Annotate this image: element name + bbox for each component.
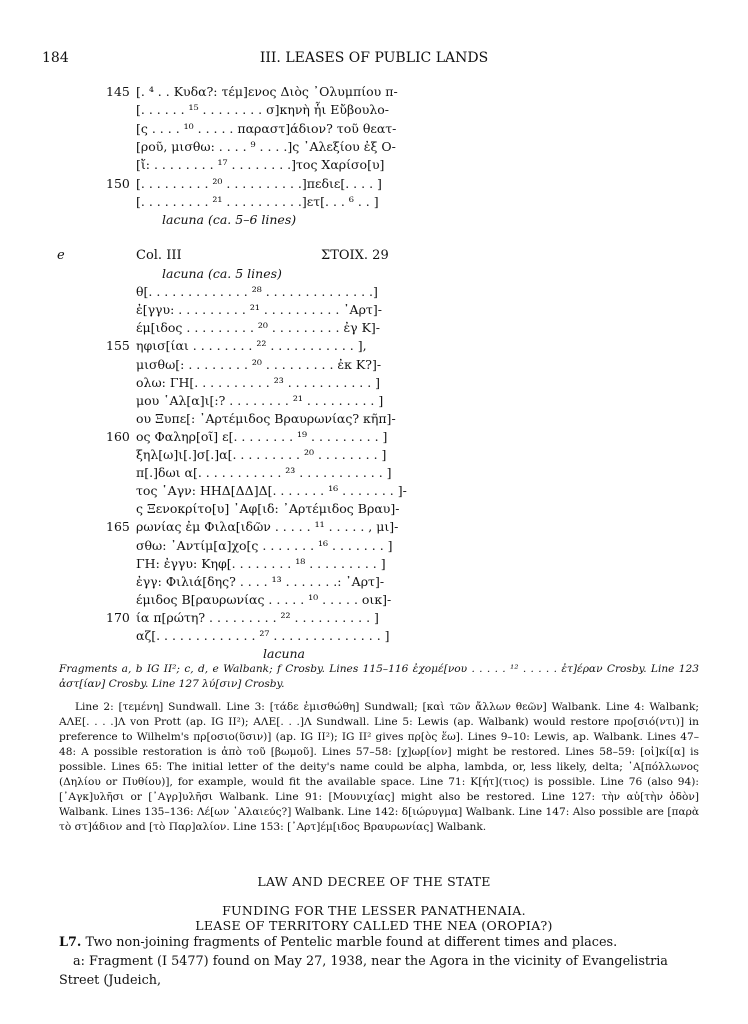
lacuna-note: lacuna (ca. 5–6 lines) xyxy=(162,212,297,228)
inscription-line: ἐ[γγυ: . . . . . . . . . ²¹ . . . . . . . . . . ᾿Αρτ]- xyxy=(136,302,382,318)
inscription-line: ς Ξενοκρίτο[υ] ᾿Αφ[ιδ: ᾿Αρτέμιδος Βραυ]- xyxy=(136,501,400,517)
inscription-line: ία π[ρώτη? . . . . . . . . . ²² . . . . . . . . . . ] xyxy=(136,609,379,625)
entry-description: Two non-joining fragments of Pentelic marble found at different times and places. xyxy=(85,935,618,950)
entry-fragment-a: a: Fragment (I 5477) found on May 27, 1938, near the Agora in the vicinity of Evangelistria Street (Judeich, xyxy=(59,954,668,988)
page-number: 184 xyxy=(42,50,69,66)
sources-note: Fragments a, b IG II²; c, d, e Walbank; f Crosby. Lines 115–116 ἐχομέ[νου . . . . . ¹² . . . . . ἐτ]έραν Crosby. Line 123 ἀστ[ίαν] Crosby. Line 127 λύ[σιν] Crosby. xyxy=(59,663,699,690)
inscription-line: ξηλ[ω]ι[.]σ[.]α[. . . . . . . . . ²⁰ . . . . . . . . ] xyxy=(136,447,387,462)
inscription-line: [ς . . . . ¹⁰ . . . . . παραστ]άδιον? τοῦ θεατ- xyxy=(136,120,397,136)
entry-id: L7. xyxy=(59,935,82,950)
inscription-line: ΓΗ: ἐγγυ: Κηφ[. . . . . . . . ¹⁸ . . . . . . . . . ] xyxy=(136,555,386,571)
inscription-line: θ[. . . . . . . . . . . . . ²⁸ . . . . . . . . . . . . . .] xyxy=(136,284,378,300)
inscription-line: ου Ξυπε[: ᾿Αρτέμιδος Βραυρωνίας? κῆπ]- xyxy=(136,410,396,426)
inscription-line: [. . . . . . . . . ²¹ . . . . . . . . . .]ετ[. . . ⁶ . . ] xyxy=(136,193,379,209)
line-number: 160 xyxy=(106,428,130,444)
inscription-line: π[.]δωι α[. . . . . . . . . . . ²³ . . . . . . . . . . . ] xyxy=(136,465,392,481)
inscription-line: αζ[. . . . . . . . . . . . . ²⁷ . . . . . . . . . . . . . . ] xyxy=(136,628,390,643)
line-number: 145 xyxy=(106,84,130,99)
inscription-line: [. . . . . . ¹⁵ . . . . . . . . σ]κηνὴ ἧι Εὔβουλο- xyxy=(136,102,390,118)
inscription-line: σθω: ᾿Αντίμ[α]χο[ς . . . . . . . ¹⁶ . . . . . . . ] xyxy=(136,537,393,553)
inscription-line: έμ[ιδος . . . . . . . . . ²⁰ . . . . . . . . . ἐγ Κ]- xyxy=(136,320,381,336)
inscription-line: ρωνίας ἐμ Φιλα[ιδῶν . . . . . ¹¹ . . . . . , μι]- xyxy=(136,519,399,535)
commentary-note: Line 2: [τεμένη] Sundwall. Line 3: [τάδε ἐμισθώθη] Sundwall; [καὶ τῶν ἄλλων θεῶν] Walbank. Line 4: Walbank; ΑΛΕ[. . . .]Λ von Prott (ap. IG II²); ΑΛΕ[. . .]Λ Sundwall. Line 5: Lewis (ap. Walbank) would restore προ[σιό(ντι)] in preference to Wilhelm's πρ[οσιο(ῦσιν)] (ap. IG II²); IG II² gives πρ[ὸς ἕω]. Lines 9–10: Lewis, ap. Walbank. Lines 47–48: A possible restoration is ἀπὸ τοῦ [βωμοῦ]. Lines 57–58: [χ]ωρ[ίον] might be restored. Lines 58–59: [οἰ]κί[α] is possible. Lines 65: The initial letter of the deity's name could be alpha, lambda, or, less likely, delta; ᾿Α[πόλλωνος (Δηλίου or Πυθίου)], for example, would fit the available space. Line 71: Κ[ήτ](τιος) is possible. Line 76 (also 94): [᾿Αγκ]υλῆσι or [᾿Αγρ]υλῆσι Walbank. Line 91: [Μουνιχίας] might also be restored. Line 127: τὴν αὐ[τὴν ὁδὸν] Walbank. Lines 135–136: Λέ[ων ῾Αλαιεύς?] Walbank. Line 142: δ[ιώρυγμα] Walbank. Line 147: Also possible are [παρὰ τὸ στ]άδιον and [τὸ Παρ]αλίον. Line 153: [᾿Αρτ]έμ[ιδος Βραυρωνίας] Walbank. xyxy=(59,701,699,833)
lacuna-note: lacuna (ca. 5 lines) xyxy=(162,266,282,281)
running-title: III. LEASES OF PUBLIC LANDS xyxy=(259,50,489,66)
inscription-line: ολω: ΓΗ[. . . . . . . . . . ²³ . . . . . . . . . . . ] xyxy=(136,374,381,390)
entry-body xyxy=(59,933,699,990)
line-number: 150 xyxy=(106,175,130,191)
inscription-line: ηφισ[ίαι . . . . . . . . ²² . . . . . . . . . . . ], xyxy=(136,338,367,354)
inscription-line: τος ῾Αγν: ΗΗΔ[ΔΔ]Δ[. . . . . . . ¹⁶ . . . . . . . ]- xyxy=(136,483,407,499)
inscription-line: ἐγγ: Φιλιά[δης? . . . . ¹³ . . . . . . .: ᾿Αρτ]- xyxy=(136,573,385,589)
inscription-line: ος Φαληρ[οῖ] ε[. . . . . . . . ¹⁹ . . . . . . . . . ] xyxy=(136,428,388,444)
inscription-line: μου ῾Αλ[α]ι[:? . . . . . . . . ²¹ . . . . . . . . . ] xyxy=(136,392,384,408)
line-number: 165 xyxy=(106,519,130,535)
lacuna-note: lacuna xyxy=(263,646,306,662)
stoich-label: ΣΤΟΙΧ. 29 xyxy=(321,248,389,263)
inscription-line: μισθω[: . . . . . . . . ²⁰ . . . . . . . . . ἐκ Κ?]- xyxy=(136,356,382,372)
inscription-line: [ροῦ, μισθω: . . . . ⁹ . . . .]ς ᾿Αλεξίου ἐξ Ο- xyxy=(136,138,396,154)
line-number: 170 xyxy=(106,609,130,625)
inscription-line: [ἴ: . . . . . . . . ¹⁷ . . . . . . . .]τος Χαρίσο[υ] xyxy=(136,157,385,173)
fragment-label: e xyxy=(57,248,65,263)
section-title-line-2: LEASE OF TERRITORY CALLED THE NEA (OROPIA?) xyxy=(195,918,553,933)
inscription-line: [. . . . . . . . . ²⁰ . . . . . . . . . .]πεδιε[. . . . ] xyxy=(136,175,382,191)
section-title-line-1: FUNDING FOR THE LESSER PANATHENAIA. xyxy=(222,903,526,918)
column-label: Col. III xyxy=(136,248,182,263)
inscription-line: έμιδος Β[ραυρωνίας . . . . . ¹⁰ . . . . . οικ]- xyxy=(136,591,392,607)
section-heading: LAW AND DECREE OF THE STATE xyxy=(257,874,491,889)
inscription-line: [. ⁴ . . Κυδα?: τέμ]ενος Διὸς ᾿Ολυμπίου π- xyxy=(136,84,398,99)
line-number: 155 xyxy=(106,338,130,354)
apparatus-notes xyxy=(59,662,699,835)
